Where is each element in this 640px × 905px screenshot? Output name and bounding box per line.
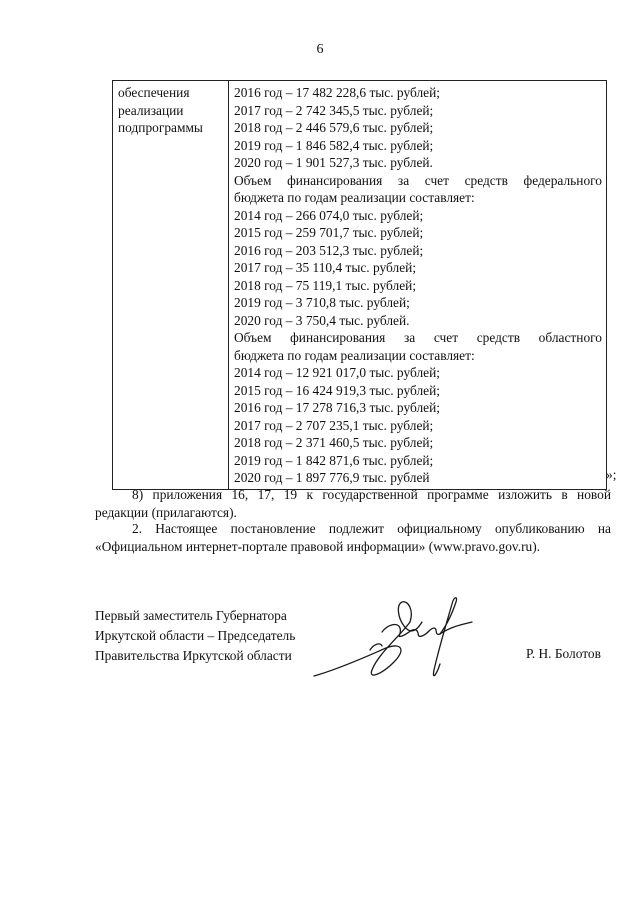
label-line: реализации (118, 102, 184, 118)
table-cell-label (113, 81, 229, 490)
financing-line: 2014 год – 12 921 017,0 тыс. рублей; (234, 365, 440, 380)
financing-line: 2019 год – 1 842 871,6 тыс. рублей; (234, 452, 434, 468)
table-cell-values (229, 81, 607, 490)
financing-line: 2018 год – 2 446 579,6 тыс. рублей; (234, 120, 434, 135)
financing-line: 2019 год – 1 846 582,4 тыс. рублей; (234, 137, 434, 153)
paragraph-line: 8) приложения 16, 17, 19 к государственной программе изложить в новой (132, 487, 611, 502)
signatory-title-line: Первый заместитель Губернатора (95, 608, 287, 623)
financing-line: бюджета по годам реализации составляет: (234, 190, 475, 205)
financing-line: бюджета по годам реализации составляет: (234, 347, 475, 363)
label-line: подпрограммы (118, 120, 203, 135)
closing-quote: »; (606, 467, 617, 482)
signatory-title (95, 606, 295, 666)
financing-line: Объем финансирования за счет средств федерального (234, 172, 602, 188)
financing-line: 2018 год – 75 119,1 тыс. рублей; (234, 277, 417, 293)
financing-line: 2017 год – 2 742 345,5 тыс. рублей; (234, 102, 434, 118)
financing-line: 2016 год – 17 278 716,3 тыс. рублей; (234, 400, 440, 415)
label-line: обеспечения (118, 85, 190, 100)
financing-line: 2016 год – 203 512,3 тыс. рублей; (234, 242, 424, 258)
financing-line: 2018 год – 2 371 460,5 тыс. рублей; (234, 435, 434, 450)
paragraph-item-8 (95, 486, 611, 521)
financing-line: 2019 год – 3 710,8 тыс. рублей; (234, 295, 410, 310)
financing-line: 2020 год – 1 897 776,9 тыс. рублей (234, 470, 430, 485)
paragraph-item-2 (95, 520, 611, 555)
signer-name: Р. Н. Болотов (526, 646, 601, 661)
page-number: 6 (316, 42, 324, 57)
financing-line: Объем финансирования за счет средств областного (234, 330, 602, 345)
table-row (113, 81, 607, 490)
financing-line: 2017 год – 35 110,4 тыс. рублей; (234, 260, 417, 275)
financing-line: 2016 год – 17 482 228,6 тыс. рублей; (234, 85, 440, 100)
signatory-title-line: Правительства Иркутской области (95, 648, 292, 663)
handwritten-signature (312, 592, 482, 692)
financing-line: 2015 год – 259 701,7 тыс. рублей; (234, 225, 424, 240)
financing-line: 2014 год – 266 074,0 тыс. рублей; (234, 207, 424, 223)
signatory-title-line: Иркутской области – Председатель (95, 628, 296, 643)
financing-line: 2017 год – 2 707 235,1 тыс. рублей; (234, 417, 434, 433)
paragraph-line: редакции (прилагаются). (95, 504, 237, 520)
financing-line: 2020 год – 1 901 527,3 тыс. рублей. (234, 155, 433, 170)
paragraph-line: 2. Настоящее постановление подлежит официальному опубликованию на (132, 521, 611, 536)
financing-line: 2015 год – 16 424 919,3 тыс. рублей; (234, 382, 440, 398)
financing-line: 2020 год – 3 750,4 тыс. рублей. (234, 312, 410, 328)
financing-table (112, 80, 607, 490)
paragraph-line: «Официальном интернет-портале правовой информации» (www.pravo.gov.ru). (95, 538, 541, 554)
